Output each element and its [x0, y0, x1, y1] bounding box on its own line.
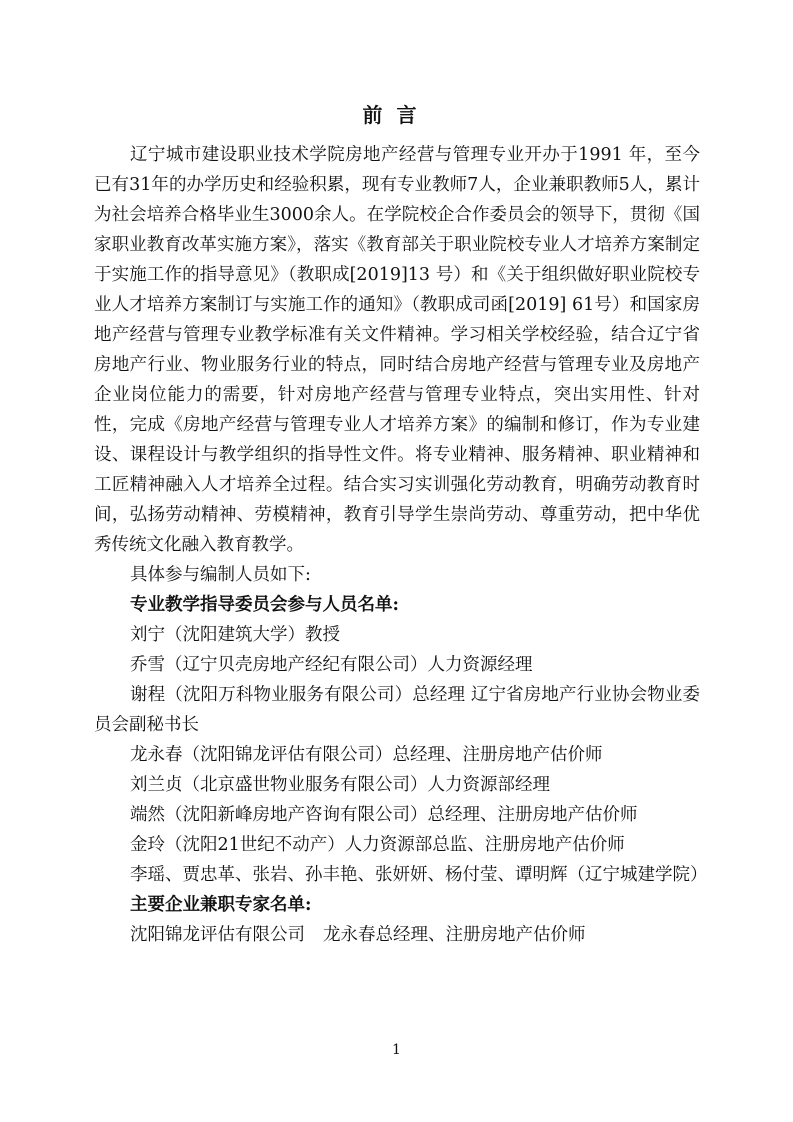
committee-member: 龙永春（沈阳锦龙评估有限公司）总经理、注册房地产估价师	[130, 745, 603, 765]
experts-heading: 主要企业兼职专家名单:	[130, 895, 312, 915]
committee-member: 李瑶、贾忠革、张岩、孙丰艳、张妍妍、杨付莹、谭明辉（辽宁城建学院）	[130, 865, 708, 885]
page-title: 前言	[362, 103, 431, 127]
committee-list	[94, 620, 708, 890]
page-number: 1	[392, 1042, 401, 1058]
committee-member: 刘宁（沈阳建筑大学）教授	[130, 625, 340, 645]
committee-member: 端然（沈阳新峰房地产咨询有限公司）总经理、注册房地产估价师	[130, 805, 638, 825]
committee-member: 金玲（沈阳21世纪不动产）人力资源部总监、注册房地产估价师	[130, 835, 625, 855]
expert-entry	[94, 920, 700, 950]
participants-intro: 具体参与编制人员如下:	[130, 565, 311, 585]
committee-member: 刘兰贞（北京盛世物业服务有限公司）人力资源部经理	[130, 775, 550, 795]
committee-heading: 专业教学指导委员会参与人员名单:	[130, 595, 399, 615]
expert-person: 龙永春总经理、注册房地产估价师	[323, 925, 586, 945]
intro-paragraph: 辽宁城市建设职业技术学院房地产经营与管理专业开办于1991 年，至今已有31年的办学历史和经验积累，现有专业教师7人，企业兼职教师5人，累计为社会培养合格毕业生3000余人。在学院校企合作委员会的领导下，贯彻《国家职业教育改革实施方案》，落实《教育部关于职业院校专业人才培养方案制定于实施工作的指导意见》（教职成[2019]13 号）和《关于组织做好职业院校专业人才培养方案制订与实施工作的通知》（教职成司函[2019] 61号）和国家房地产经营与管理专业教学标准有关文件精神。学习相关学校经验，结合辽宁省房地产行业、物业服务行业的特点，同时结合房地产经营与管理专业及房地产企业岗位能力的需要，针对房地产经营与管理专业特点，突出实用性、针对性，完成《房地产经营与管理专业人才培养方案》的编制和修订，作为专业建设、课程设计与教学组织的指导性文件。将专业精神、服务精神、职业精神和工匠精神融入人才培养全过程。结合实习实训强化劳动教育，明确劳动教育时间，弘扬劳动精神、劳模精神，教育引导学生崇尚劳动、尊重劳动，把中华优秀传统文化融入教育教学。	[94, 145, 700, 555]
committee-member: 乔雪（辽宁贝壳房地产经纪有限公司）人力资源经理	[130, 655, 533, 675]
expert-company: 沈阳锦龙评估有限公司	[130, 925, 305, 945]
committee-member: 谢程（沈阳万科物业服务有限公司）总经理 辽宁省房地产行业协会物业委员会副秘书长	[94, 685, 700, 735]
document-body	[94, 140, 708, 950]
